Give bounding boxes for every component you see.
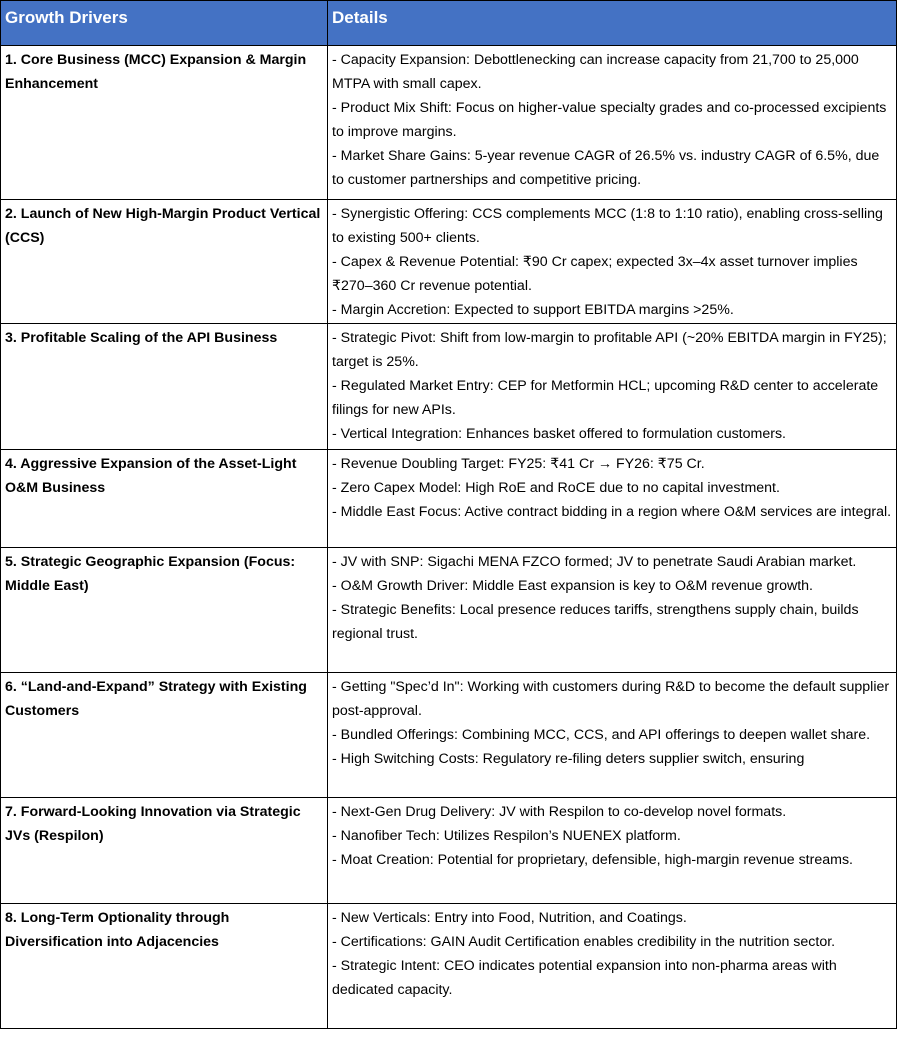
details-cell <box>328 200 897 324</box>
detail-line: - Strategic Intent: CEO indicates potential expansion into non-pharma areas with dedicated capacity. <box>332 958 837 998</box>
detail-line: - Certifications: GAIN Audit Certification enables credibility in the nutrition sector. <box>332 934 836 950</box>
details-cell <box>328 798 897 904</box>
details-cell <box>328 904 897 1029</box>
header-details: Details <box>328 1 897 46</box>
detail-line: - Revenue Doubling Target: FY25: ₹41 Cr → FY26: ₹75 Cr. <box>332 456 705 472</box>
detail-line: - Bundled Offerings: Combining MCC, CCS, and API offerings to deepen wallet share. <box>332 727 871 743</box>
growth-driver-cell: 5. Strategic Geographic Expansion (Focus: Middle East) <box>1 548 328 673</box>
growth-driver-cell: 3. Profitable Scaling of the API Business <box>1 324 328 450</box>
detail-line: - Nanofiber Tech: Utilizes Respilon’s NUENEX platform. <box>332 828 681 844</box>
table-row <box>1 200 897 324</box>
growth-driver-cell: 7. Forward-Looking Innovation via Strategic JVs (Respilon) <box>1 798 328 904</box>
detail-line: - Middle East Focus: Active contract bidding in a region where O&M services are integral. <box>332 504 892 520</box>
table-row <box>1 798 897 904</box>
detail-line: - High Switching Costs: Regulatory re-filing deters supplier switch, ensuring <box>332 751 805 767</box>
detail-line: - Capacity Expansion: Debottlenecking can increase capacity from 21,700 to 25,000 MTPA with small capex. <box>332 52 859 92</box>
detail-line: - Vertical Integration: Enhances basket offered to formulation customers. <box>332 426 786 442</box>
table-row <box>1 548 897 673</box>
detail-line: - Product Mix Shift: Focus on higher-value specialty grades and co-processed excipients to improve margins. <box>332 100 887 140</box>
detail-line: - Capex & Revenue Potential: ₹90 Cr capex; expected 3x–4x asset turnover implies ₹270–360 Cr revenue potential. <box>332 254 858 294</box>
table-row <box>1 450 897 548</box>
growth-driver-cell: 4. Aggressive Expansion of the Asset-Light O&M Business <box>1 450 328 548</box>
detail-line: - JV with SNP: Sigachi MENA FZCO formed; JV to penetrate Saudi Arabian market. <box>332 554 857 570</box>
detail-line: - Moat Creation: Potential for proprietary, defensible, high-margin revenue streams. <box>332 852 853 868</box>
detail-line: - Synergistic Offering: CCS complements MCC (1:8 to 1:10 ratio), enabling cross-selling to existing 500+ clients. <box>332 206 883 246</box>
details-cell <box>328 450 897 548</box>
growth-driver-cell: 6. “Land-and-Expand” Strategy with Existing Customers <box>1 673 328 798</box>
details-cell <box>328 46 897 200</box>
details-cell <box>328 673 897 798</box>
detail-line: - Margin Accretion: Expected to support EBITDA margins >25%. <box>332 302 734 318</box>
detail-line: - Getting "Spec’d In": Working with customers during R&D to become the default supplier post-approval. <box>332 679 890 719</box>
details-cell <box>328 548 897 673</box>
growth-driver-cell: 2. Launch of New High-Margin Product Vertical (CCS) <box>1 200 328 324</box>
table-row <box>1 904 897 1029</box>
detail-line: - Next-Gen Drug Delivery: JV with Respilon to co-develop novel formats. <box>332 804 787 820</box>
table-row <box>1 46 897 200</box>
table-row <box>1 673 897 798</box>
header-row <box>1 1 897 46</box>
details-cell <box>328 324 897 450</box>
detail-line: - Strategic Benefits: Local presence reduces tariffs, strengthens supply chain, builds regional trust. <box>332 602 859 642</box>
header-growth-drivers: Growth Drivers <box>1 1 328 46</box>
detail-line: - New Verticals: Entry into Food, Nutrition, and Coatings. <box>332 910 687 926</box>
detail-line: - Market Share Gains: 5-year revenue CAGR of 26.5% vs. industry CAGR of 6.5%, due to customer partnerships and competitive pricing. <box>332 148 880 188</box>
detail-line: - Zero Capex Model: High RoE and RoCE due to no capital investment. <box>332 480 780 496</box>
growth-driver-cell: 8. Long-Term Optionality through Diversification into Adjacencies <box>1 904 328 1029</box>
table-row <box>1 324 897 450</box>
growth-driver-cell: 1. Core Business (MCC) Expansion & Margin Enhancement <box>1 46 328 200</box>
detail-line: - Regulated Market Entry: CEP for Metformin HCL; upcoming R&D center to accelerate filings for new APIs. <box>332 378 879 418</box>
detail-line: - Strategic Pivot: Shift from low-margin to profitable API (~20% EBITDA margin in FY25); target is 25%. <box>332 330 887 370</box>
detail-line: - O&M Growth Driver: Middle East expansion is key to O&M revenue growth. <box>332 578 813 594</box>
